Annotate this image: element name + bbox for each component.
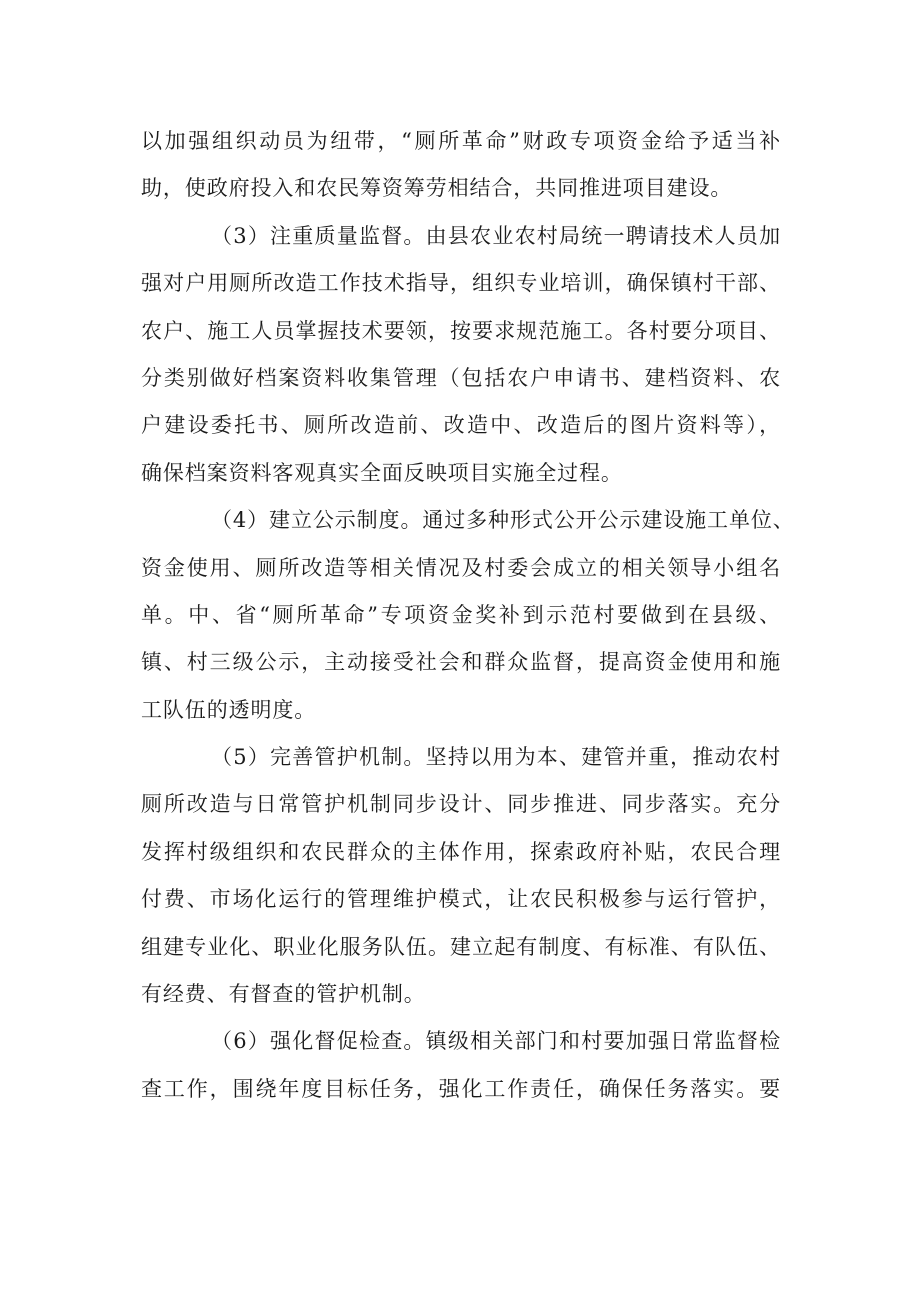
text-line: 镇、村三级公示，主动接受社会和群众监督，提高资金使用和施 — [141, 650, 781, 675]
text-line: 确保档案资料客观真实全面反映项目实施全过程。 — [141, 460, 623, 485]
text-line: 强对户用厕所改造工作技术指导，组织专业培训，确保镇村干部、 — [141, 271, 781, 296]
paragraph-quality-supervision — [141, 213, 781, 497]
text-line: 发挥村级组织和农民群众的主体作用，探索政府补贴，农民合理 — [141, 839, 781, 864]
text-line: 有经费、有督查的管护机制。 — [141, 982, 426, 1007]
text-line: 户建设委托书、厕所改造前、改造中、改造后的图片资料等）， — [141, 413, 781, 438]
text-line: 查工作，围绕年度目标任务，强化工作责任，确保任务落实。要 — [141, 1076, 781, 1101]
text-line: 以加强组织动员为纽带，“厕所革命”财政专项资金给予适当补 — [141, 129, 781, 153]
paragraph-maintenance — [141, 734, 781, 1018]
paragraph-heading-line: （5）完善管护机制。坚持以用为本、建管并重，推动农村 — [211, 745, 781, 770]
text-line: 单。中、省“厕所革命”专项资金奖补到示范村要做到在县级、 — [141, 602, 781, 627]
text-line: 厕所改造与日常管护机制同步设计、同步推进、同步落实。充分 — [141, 792, 781, 817]
paragraph-funding — [141, 118, 781, 213]
text-line: 资金使用、厕所改造等相关情况及村委会成立的相关领导小组名 — [141, 555, 781, 580]
paragraph-heading-line: （4）建立公示制度。通过多种形式公开公示建设施工单位、 — [211, 508, 795, 533]
text-line: 农户、施工人员掌握技术要领，按要求规范施工。各村要分项目、 — [141, 318, 781, 343]
paragraph-heading-line: （6）强化督促检查。镇级相关部门和村要加强日常监督检 — [211, 1029, 781, 1054]
text-line: 组建专业化、职业化服务队伍。建立起有制度、有标准、有队伍、 — [141, 934, 781, 959]
text-line: 分类别做好档案资料收集管理（包括农户申请书、建档资料、农 — [141, 365, 781, 390]
text-line: 付费、市场化运行的管理维护模式，让农民积极参与运行管护， — [141, 887, 781, 912]
document-body — [141, 118, 795, 1113]
text-line: 助，使政府投入和农民筹资筹劳相结合，共同推进项目建设。 — [141, 176, 733, 201]
paragraph-heading-line: （3）注重质量监督。由县农业农村局统一聘请技术人员加 — [211, 223, 781, 248]
paragraph-inspection — [141, 1018, 781, 1113]
text-line: 工队伍的透明度。 — [141, 697, 317, 722]
paragraph-public-notice — [141, 497, 795, 734]
